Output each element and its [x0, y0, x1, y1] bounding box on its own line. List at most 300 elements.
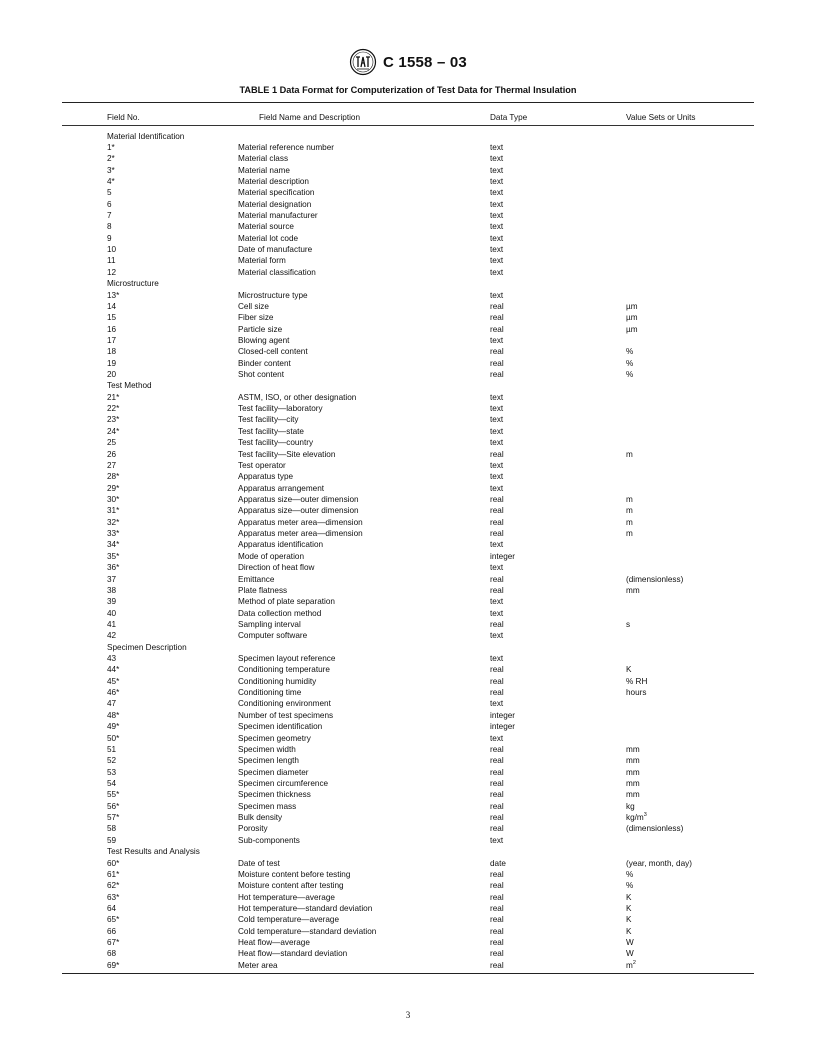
table-row: [0, 517, 816, 528]
table-row: [0, 619, 816, 630]
data-type-cell: text: [490, 654, 504, 664]
field-name-cell: Conditioning environment: [238, 699, 331, 709]
data-type-cell: real: [490, 926, 504, 936]
field-number-cell: 69*: [107, 960, 120, 970]
column-header-units: Value Sets or Units: [626, 113, 696, 122]
section-heading: Microstructure: [107, 279, 159, 289]
table-row: [0, 778, 816, 789]
field-number-cell: 12: [107, 267, 117, 277]
value-unit-cell: K: [626, 892, 632, 902]
field-number-cell: 43: [107, 654, 117, 664]
field-name-cell: Direction of heat flow: [238, 563, 315, 573]
data-type-cell: text: [490, 404, 504, 414]
data-type-cell: real: [490, 892, 504, 902]
value-unit-cell: µm: [626, 313, 638, 323]
data-type-cell: text: [490, 176, 504, 186]
field-number-cell: 38: [107, 585, 117, 595]
data-type-cell: text: [490, 188, 504, 198]
table-body: [0, 131, 816, 972]
data-type-cell: text: [490, 426, 504, 436]
field-number-cell: 29*: [107, 483, 120, 493]
table-row: [0, 403, 816, 414]
field-number-cell: 50*: [107, 733, 120, 743]
table-row: [0, 505, 816, 516]
field-number-cell: 49*: [107, 722, 120, 732]
field-number-cell: 45*: [107, 676, 120, 686]
table-row: [0, 892, 816, 903]
data-type-cell: real: [490, 324, 504, 334]
data-type-cell: text: [490, 733, 504, 743]
data-type-cell: text: [490, 608, 504, 618]
value-unit-cell: mm: [626, 744, 640, 754]
table-row: [0, 733, 816, 744]
data-type-cell: real: [490, 517, 504, 527]
field-name-cell: Material designation: [238, 199, 312, 209]
field-name-cell: Apparatus meter area—dimension: [238, 517, 363, 527]
data-type-cell: real: [490, 574, 504, 584]
field-name-cell: Cold temperature—standard deviation: [238, 926, 377, 936]
value-unit-cell: %: [626, 881, 634, 891]
field-number-cell: 14: [107, 301, 117, 311]
field-name-cell: Material manufacturer: [238, 211, 318, 221]
value-unit-cell: mm: [626, 790, 640, 800]
field-name-cell: Particle size: [238, 324, 283, 334]
table-row: [0, 937, 816, 948]
field-number-cell: 27: [107, 460, 117, 470]
value-unit-cell: m: [626, 449, 633, 459]
table-row: [0, 335, 816, 346]
table-row: [0, 539, 816, 550]
value-unit-cell: (year, month, day): [626, 858, 692, 868]
field-name-cell: Specimen layout reference: [238, 654, 336, 664]
value-unit-cell: %: [626, 370, 634, 380]
field-name-cell: Apparatus size—outer dimension: [238, 506, 359, 516]
field-name-cell: Cold temperature—average: [238, 915, 340, 925]
table-row: [0, 676, 816, 687]
value-unit-cell: [626, 812, 647, 823]
section-heading-row: [0, 642, 816, 653]
field-number-cell: 28*: [107, 472, 120, 482]
data-type-cell: real: [490, 756, 504, 766]
value-unit-cell: mm: [626, 767, 640, 777]
data-type-cell: text: [490, 540, 504, 550]
field-number-cell: 55*: [107, 790, 120, 800]
table-row: [0, 142, 816, 153]
table-row: [0, 392, 816, 403]
table-row: [0, 460, 816, 471]
table-row: [0, 721, 816, 732]
field-name-cell: Sampling interval: [238, 619, 301, 629]
field-number-cell: 7: [107, 211, 112, 221]
table-row: [0, 494, 816, 505]
field-number-cell: 48*: [107, 710, 120, 720]
table-row: [0, 562, 816, 573]
field-number-cell: 60*: [107, 858, 120, 868]
field-number-cell: 40: [107, 608, 117, 618]
data-type-cell: real: [490, 370, 504, 380]
data-type-cell: text: [490, 415, 504, 425]
data-type-cell: real: [490, 449, 504, 459]
section-heading-row: [0, 380, 816, 391]
table-row: [0, 471, 816, 482]
table-row: [0, 789, 816, 800]
data-type-cell: text: [490, 631, 504, 641]
value-unit-cell: W: [626, 949, 634, 959]
table-row: [0, 255, 816, 266]
field-number-cell: 22*: [107, 404, 120, 414]
data-type-cell: real: [490, 585, 504, 595]
field-number-cell: 47: [107, 699, 117, 709]
section-heading-row: [0, 131, 816, 142]
field-name-cell: Hot temperature—average: [238, 892, 335, 902]
section-heading: Specimen Description: [107, 642, 187, 652]
field-name-cell: Material source: [238, 222, 294, 232]
field-name-cell: Material name: [238, 165, 290, 175]
field-name-cell: Heat flow—standard deviation: [238, 949, 348, 959]
data-type-cell: real: [490, 949, 504, 959]
field-name-cell: Test facility—Site elevation: [238, 449, 336, 459]
field-name-cell: Material reference number: [238, 142, 335, 152]
field-name-cell: Computer software: [238, 631, 308, 641]
data-type-cell: text: [490, 563, 504, 573]
field-number-cell: 17: [107, 335, 117, 345]
table-row: [0, 880, 816, 891]
table-row: [0, 551, 816, 562]
table-row: [0, 210, 816, 221]
field-name-cell: Specimen diameter: [238, 767, 309, 777]
table-row: [0, 858, 816, 869]
table-row: [0, 199, 816, 210]
data-type-cell: real: [490, 358, 504, 368]
field-number-cell: 26: [107, 449, 117, 459]
field-name-cell: Material specification: [238, 188, 315, 198]
field-number-cell: 30*: [107, 495, 120, 504]
column-header-field-no: Field No.: [107, 113, 140, 122]
field-name-cell: Mode of operation: [238, 551, 304, 561]
document-designation: C 1558 – 03: [383, 53, 467, 71]
field-number-cell: 35*: [107, 551, 120, 561]
data-type-cell: date: [490, 858, 506, 868]
value-unit-cell: % RH: [626, 676, 648, 686]
field-name-cell: Material classification: [238, 267, 316, 277]
table-row: [0, 426, 816, 437]
table-row: [0, 767, 816, 778]
table-top-rule: [62, 102, 754, 103]
field-name-cell: Emittance: [238, 574, 275, 584]
column-header-data-type: Data Type: [490, 113, 528, 122]
data-type-cell: real: [490, 960, 504, 970]
table-row: [0, 585, 816, 596]
table-row: [0, 165, 816, 176]
table-row: [0, 414, 816, 425]
data-type-cell: text: [490, 256, 504, 266]
field-name-cell: Apparatus meter area—dimension: [238, 529, 363, 539]
field-number-cell: 39: [107, 597, 117, 607]
data-type-cell: real: [490, 790, 504, 800]
data-type-cell: text: [490, 222, 504, 232]
section-heading: Test Results and Analysis: [107, 847, 200, 857]
data-type-cell: real: [490, 313, 504, 323]
field-name-cell: Specimen width: [238, 744, 296, 754]
field-name-cell: Test operator: [238, 460, 286, 470]
value-unit-cell: mm: [626, 585, 640, 595]
value-unit-cell: K: [626, 926, 632, 936]
field-name-cell: Apparatus identification: [238, 540, 324, 550]
field-name-cell: Plate flatness: [238, 585, 288, 595]
field-name-cell: Hot temperature—standard deviation: [238, 903, 373, 913]
field-name-cell: Date of test: [238, 858, 280, 868]
field-name-cell: Sub-components: [238, 835, 300, 845]
table-row: [0, 596, 816, 607]
data-type-cell: text: [490, 165, 504, 175]
field-number-cell: 64: [107, 903, 117, 913]
field-name-cell: ASTM, ISO, or other designation: [238, 392, 357, 402]
field-name-cell: Test facility—laboratory: [238, 404, 323, 414]
table-row: [0, 653, 816, 664]
field-name-cell: Moisture content after testing: [238, 881, 344, 891]
field-name-cell: Material class: [238, 154, 289, 164]
value-unit-cell: s: [626, 619, 631, 629]
field-number-cell: 24*: [107, 426, 120, 436]
data-type-cell: text: [490, 699, 504, 709]
value-unit-cell: µm: [626, 301, 638, 311]
value-unit-cell: m: [626, 529, 633, 539]
column-header-field-name: Field Name and Description: [259, 113, 361, 122]
field-number-cell: 65*: [107, 915, 120, 925]
section-heading: Test Method: [107, 381, 152, 391]
data-type-cell: text: [490, 267, 504, 277]
field-name-cell: Binder content: [238, 358, 291, 368]
table-bottom-rule: [62, 973, 754, 974]
field-number-cell: 1*: [107, 142, 115, 152]
table-row: [0, 755, 816, 766]
field-number-cell: 42: [107, 631, 117, 641]
field-number-cell: 2*: [107, 154, 115, 164]
table-row: [0, 369, 816, 380]
field-name-cell: Material description: [238, 176, 309, 186]
data-type-cell: text: [490, 460, 504, 470]
field-name-cell: Meter area: [238, 960, 278, 970]
field-number-cell: 34*: [107, 540, 120, 550]
field-number-cell: 9: [107, 233, 112, 243]
data-type-cell: real: [490, 495, 504, 504]
field-name-cell: Test facility—city: [238, 415, 299, 425]
field-number-cell: 10: [107, 245, 117, 255]
field-name-cell: Specimen length: [238, 756, 299, 766]
field-number-cell: 13*: [107, 290, 120, 300]
field-name-cell: Specimen mass: [238, 801, 297, 811]
field-number-cell: 6: [107, 199, 112, 209]
document-header: [0, 48, 816, 82]
table-row: [0, 903, 816, 914]
data-type-cell: text: [490, 211, 504, 221]
field-name-cell: Apparatus arrangement: [238, 483, 325, 493]
section-heading-row: [0, 846, 816, 857]
astm-logo-icon: [349, 48, 377, 76]
field-number-cell: 56*: [107, 801, 120, 811]
field-number-cell: 66: [107, 926, 117, 936]
value-unit-cell: %: [626, 347, 634, 357]
unit-exponent: 3: [643, 812, 647, 819]
data-type-cell: integer: [490, 722, 516, 732]
field-number-cell: 44*: [107, 665, 120, 675]
value-unit-cell: m: [626, 495, 633, 504]
data-type-cell: real: [490, 506, 504, 516]
field-name-cell: Specimen thickness: [238, 790, 311, 800]
field-number-cell: 15: [107, 313, 117, 323]
field-number-cell: 33*: [107, 529, 120, 539]
field-number-cell: 63*: [107, 892, 120, 902]
data-type-cell: real: [490, 688, 504, 698]
value-unit-cell: m: [626, 517, 633, 527]
section-heading: Material Identification: [107, 131, 185, 141]
data-type-cell: text: [490, 597, 504, 607]
field-name-cell: Moisture content before testing: [238, 869, 351, 879]
table-title: TABLE 1 Data Format for Computerization of Test Data for Thermal Insulation: [239, 85, 577, 95]
field-name-cell: Blowing agent: [238, 335, 290, 345]
data-type-cell: text: [490, 392, 504, 402]
table-row: [0, 324, 816, 335]
field-number-cell: 59: [107, 835, 117, 845]
table-header-rule: [62, 125, 754, 126]
value-unit-cell: m: [626, 506, 633, 516]
table-row: [0, 948, 816, 959]
data-type-cell: real: [490, 347, 504, 357]
data-type-cell: real: [490, 881, 504, 891]
field-name-cell: Microstructure type: [238, 290, 308, 300]
value-unit-cell: µm: [626, 324, 638, 334]
data-type-cell: real: [490, 801, 504, 811]
field-number-cell: 41: [107, 619, 117, 629]
field-number-cell: 5: [107, 188, 112, 198]
field-name-cell: Porosity: [238, 824, 268, 834]
field-name-cell: Bulk density: [238, 813, 283, 823]
data-type-cell: real: [490, 903, 504, 913]
field-name-cell: Specimen geometry: [238, 733, 311, 743]
table-row: [0, 835, 816, 846]
data-type-cell: real: [490, 744, 504, 754]
table-row: [0, 528, 816, 539]
table-row: [0, 926, 816, 937]
table-row: [0, 267, 816, 278]
field-number-cell: 31*: [107, 506, 120, 516]
value-unit-cell: mm: [626, 756, 640, 766]
table-row: [0, 301, 816, 312]
table-row: [0, 744, 816, 755]
table-row: [0, 449, 816, 460]
section-heading-row: [0, 278, 816, 289]
table-row: [0, 664, 816, 675]
table-row: [0, 483, 816, 494]
data-type-cell: text: [490, 335, 504, 345]
field-name-cell: Specimen circumference: [238, 778, 329, 788]
table-row: [0, 869, 816, 880]
table-row: [0, 574, 816, 585]
field-name-cell: Material lot code: [238, 233, 299, 243]
field-name-cell: Number of test specimens: [238, 710, 334, 720]
field-number-cell: 54: [107, 778, 117, 788]
field-name-cell: Apparatus type: [238, 472, 294, 482]
table-row: [0, 312, 816, 323]
data-type-cell: real: [490, 915, 504, 925]
field-name-cell: Specimen identification: [238, 722, 323, 732]
data-type-cell: real: [490, 869, 504, 879]
table-row: [0, 346, 816, 357]
data-type-cell: real: [490, 529, 504, 539]
data-type-cell: text: [490, 483, 504, 493]
value-unit-cell: W: [626, 938, 634, 948]
table-row: [0, 221, 816, 232]
field-number-cell: 21*: [107, 392, 120, 402]
field-number-cell: 36*: [107, 563, 120, 573]
field-number-cell: 16: [107, 324, 117, 334]
table-row: [0, 176, 816, 187]
table-row: [0, 687, 816, 698]
data-type-cell: real: [490, 665, 504, 675]
data-type-cell: real: [490, 767, 504, 777]
table-row: [0, 608, 816, 619]
value-unit-cell: K: [626, 915, 632, 925]
field-number-cell: 23*: [107, 415, 120, 425]
table-row: [0, 233, 816, 244]
field-name-cell: Shot content: [238, 370, 284, 380]
field-number-cell: 52: [107, 756, 117, 766]
field-number-cell: 20: [107, 370, 117, 380]
value-unit-cell: K: [626, 903, 632, 913]
value-unit-cell: %: [626, 358, 634, 368]
data-type-cell: text: [490, 142, 504, 152]
data-type-cell: integer: [490, 551, 516, 561]
field-name-cell: Test facility—state: [238, 426, 304, 436]
field-number-cell: 4*: [107, 176, 115, 186]
field-number-cell: 51: [107, 744, 117, 754]
field-name-cell: Closed-cell content: [238, 347, 308, 357]
field-name-cell: Conditioning time: [238, 688, 302, 698]
data-type-cell: text: [490, 472, 504, 482]
data-type-cell: text: [490, 245, 504, 255]
field-number-cell: 61*: [107, 869, 120, 879]
field-number-cell: 46*: [107, 688, 120, 698]
field-number-cell: 58: [107, 824, 117, 834]
data-type-cell: integer: [490, 710, 516, 720]
table-row: [0, 437, 816, 448]
field-number-cell: 25: [107, 438, 117, 448]
field-number-cell: 57*: [107, 813, 120, 823]
field-name-cell: Method of plate separation: [238, 597, 335, 607]
field-name-cell: Test facility—country: [238, 438, 314, 448]
field-number-cell: 37: [107, 574, 117, 584]
field-number-cell: 67*: [107, 938, 120, 948]
unit-base: m: [626, 960, 633, 970]
unit-base: kg/m: [626, 813, 644, 823]
data-type-cell: real: [490, 301, 504, 311]
table-row: [0, 914, 816, 925]
value-unit-cell: K: [626, 665, 632, 675]
table-row: [0, 823, 816, 834]
data-type-cell: text: [490, 199, 504, 209]
data-type-cell: real: [490, 676, 504, 686]
field-number-cell: 18: [107, 347, 117, 357]
table-row: [0, 187, 816, 198]
field-name-cell: Material form: [238, 256, 286, 266]
unit-exponent: 2: [632, 959, 636, 966]
field-name-cell: Heat flow—average: [238, 938, 310, 948]
data-type-cell: text: [490, 233, 504, 243]
field-name-cell: Conditioning humidity: [238, 676, 317, 686]
value-unit-cell: [626, 960, 636, 971]
table-row: [0, 244, 816, 255]
field-number-cell: 19: [107, 358, 117, 368]
